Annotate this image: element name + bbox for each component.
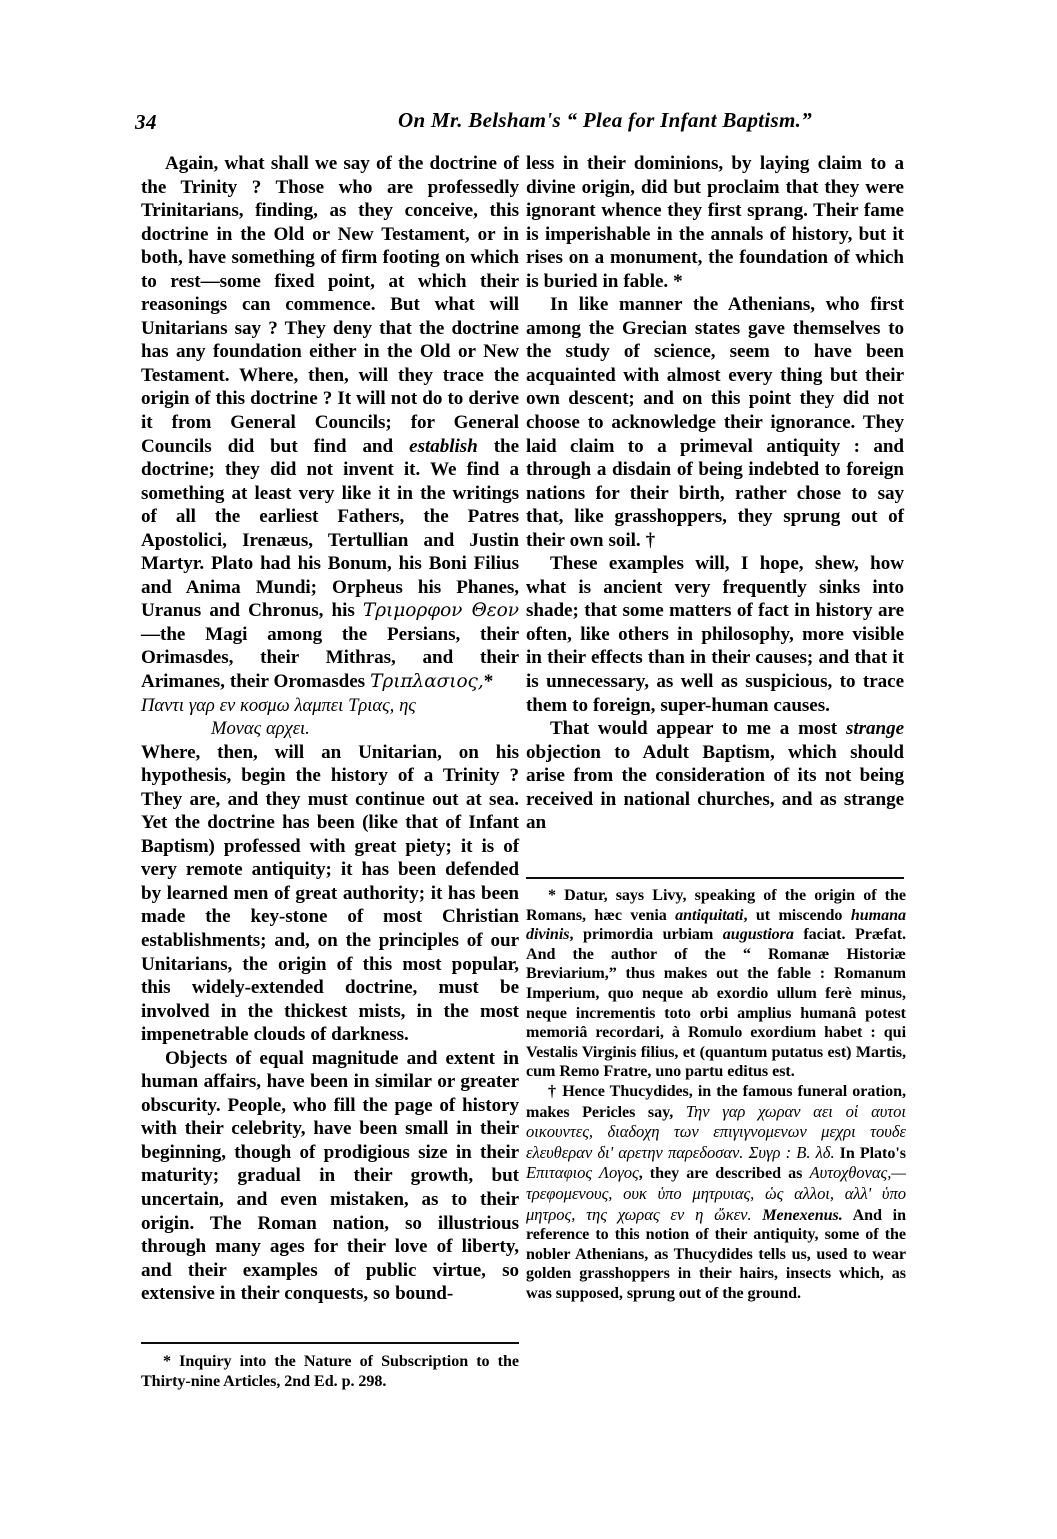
emphasis-strange: strange	[845, 718, 904, 740]
footnote-segment-italic: humana divinis	[526, 906, 906, 944]
footnote-segment-italic: augustiora	[722, 926, 794, 944]
paragraph-where-then: Where, then, will an Unitarian, on his hypothesis, begin the history of a Trinity ? They are, and they must continue out at sea. Yet the doctrine has been (like that of Infant Baptism) professed with great piety; it is of very remote antiquity; it has been defended by learned men of great authority; it has been made the key-stone of most Christian establishments; and, on the principles of our Unitarians, the origin of this most popular, this widely-extended doctrine, must be involved in the thickest mists, in the most impenetrable clouds of darkness.	[141, 741, 519, 1046]
paragraph-these-examples: These examples will, I hope, shew, how what is ancient very frequently sinks into shade; that some matters of fact in history are often, like others in philosophy, more visible in their effects than in their causes; and that it is unnecessary, as well as suspicious, to trace them to foreign, super-human causes.	[526, 553, 904, 716]
paragraph-athenians: In like manner the Athenians, who first among the Grecian states gave themselves to the study of science, seem to have been acquainted with almost every thing but their own descent; and on this point they did not choose to acknowledge their ignorance. They laid claim to a primeval antiquity : and through a disdain of being indebted to foreign nations for their birth, rather chose to say that, like grasshoppers, they sprung out of their own soil. †	[526, 294, 904, 551]
footnote-segment-italic: antiquitati	[675, 906, 744, 924]
footnote-segment-roman: Hence Thucydides, in the famous funeral oration, makes Pericles say,	[526, 1082, 906, 1121]
right-footnote-asterisk	[526, 886, 906, 1082]
greek-verse-block	[141, 694, 519, 741]
left-column-body	[141, 152, 519, 1306]
right-footnote-dagger	[526, 1082, 906, 1304]
footnote-segment-roman: In Plato's	[834, 1144, 906, 1162]
paragraph-less-dominions: less in their dominions, by laying claim to a divine origin, did but proclaim that they were ignorant whence they first sprang. Their fame is imperishable in the annals of history, but it rises on a monument, the foundation of which is buried in fable. *	[526, 153, 904, 292]
paragraph-strange-before: That would appear to me a most	[550, 718, 846, 740]
right-footnote-dagger-body	[526, 1083, 906, 1302]
footnote-segment-roman: , ut miscendo	[743, 906, 851, 924]
greek-trimorphon-theon: Τριμορφον Θεον	[362, 600, 519, 622]
paragraph-again-text: Again, what shall we say of the doctrine of the Trinity ? Those who are professedly Trinitarians, finding, as they conceive, this doctrine in the Old or New Testament, or in both, have something of firm footing on which to rest—some fixed point, at which their reasonings can commence. But what will Unitarians say ? They deny that the doctrine has any foundation either in the Old or New Testament. Where, then, will they trace the origin of this doctrine ? It will not do to derive it from General Councils; for General Councils did but find and	[141, 153, 519, 457]
footnote-segment-roman: , primordia urbiam	[569, 926, 723, 944]
footnote-rule-left	[141, 1342, 519, 1344]
left-footnote-entry	[141, 1352, 519, 1391]
right-column-body	[526, 152, 904, 835]
emphasis-establish: establish	[409, 435, 478, 457]
left-column	[141, 152, 519, 1306]
paragraph-strange-objection	[526, 717, 904, 835]
footnote-segment-roman: faciat. Præfat. And the author of the “ Romanæ Historiæ Breviarium,” thus makes out the fable : Romanum Imperium, quo neque ab exordio ullum ferè minus, neque incrementis toto orbi amplius humanâ potest memoriâ recordari, à Romulo exordium habet : qui Vestalis Virginis filius, et (quantum putatus est) Martis, cum Remo Fratre, uno partu editus est.	[526, 926, 906, 1081]
running-head	[135, 108, 925, 138]
footnote-rule-right	[526, 877, 904, 879]
paragraph-establish-text: the doctrine; they did not invent it. We find a something at least very like it in the writings of all the earliest Fathers, the Patres Apostolici, Irenæus, Tertullian and Justin Martyr. Plato had his Bonum, his Boni Filius and Anima Mundi; Orpheus his Phanes, Uranus and Chronus, his	[141, 435, 520, 622]
page-folio-number: 34	[135, 110, 157, 134]
greek-verse-line-2: Μονας αρχει.	[211, 718, 310, 740]
left-footnote-text: Inquiry into the Nature of Subscription to the Thirty-nine Articles, 2nd Ed. p. 298.	[141, 1353, 519, 1390]
footnote-marker-asterisk: *	[483, 671, 494, 693]
right-footnote-block	[526, 886, 906, 1303]
left-footnote-marker: *	[163, 1353, 171, 1370]
right-column	[526, 152, 904, 835]
footnote-segment-greek: Αυτοχθονας,—τρεφομενους, ουκ ὑπο μητρυιας, ὡς αλλοι, αλλ' ὑπο μητρος, της χωρας εν η ὤκεν.	[526, 1163, 906, 1224]
right-footnote-asterisk-body	[526, 887, 906, 1080]
paragraph-strange-after: objection to Adult Baptism, which should arise from the consideration of its not being received in national churches, and as strange an	[526, 741, 904, 834]
greek-verse-line-1: Παντι γαρ εν κοσμω λαμπει Τριας, ης	[141, 694, 416, 716]
footnote-segment-roman: Datur, says Livy, speaking of the origin of the Romans, hæc venia	[526, 887, 906, 924]
footnote-segment-roman: , they are described as	[638, 1165, 810, 1183]
footnote-segment-greek: Επιταφιος Λογος	[526, 1163, 639, 1183]
left-footnote	[141, 1352, 519, 1391]
paragraph-objects: Objects of equal magnitude and extent in human affairs, have been in similar or greater obscurity. People, who fill the page of history with their celebrity, have been small in their beginning, though of prodigious size in their maturity; gradual in their growth, but uncertain, and even mistaken, as to their origin. The Roman nation, so illustrious through many ages for their love of liberty, and their examples of public virtue, so extensive in their conquests, so bound-	[141, 1047, 519, 1305]
running-head-title: On Mr. Belsham's “ Plea for Infant Baptism.”	[397, 108, 813, 132]
paragraph-again	[141, 152, 519, 694]
greek-triplasios: Τριπλασιος,	[370, 671, 484, 693]
paragraph-magi-text: —the Magi among the Persians, their Orimasdes, their Mithras, and their Arimanes, their Oromasdes	[141, 623, 519, 693]
right-footnote-marker-asterisk: *	[548, 887, 556, 904]
right-footnote-marker-dagger: †	[548, 1082, 558, 1100]
footnote-segment-roman: And in reference to this notion of their antiquity, some of the nobler Athenians, as Thucydides tells us, used to wear golden grasshoppers in their hairs, insects which, as was supposed, sprung out of the ground.	[526, 1206, 906, 1302]
footnote-segment-italic: Menexenus.	[751, 1206, 843, 1224]
footnote-segment-greek: Την γαρ χωραν αει οἱ αυτοι οικουντες, διαδοχη των επιγιγνομενων μεχρι τουδε ελευθεραν δι' αρετην παρεδοσαν. Συγρ : B. λδ.	[526, 1101, 906, 1162]
